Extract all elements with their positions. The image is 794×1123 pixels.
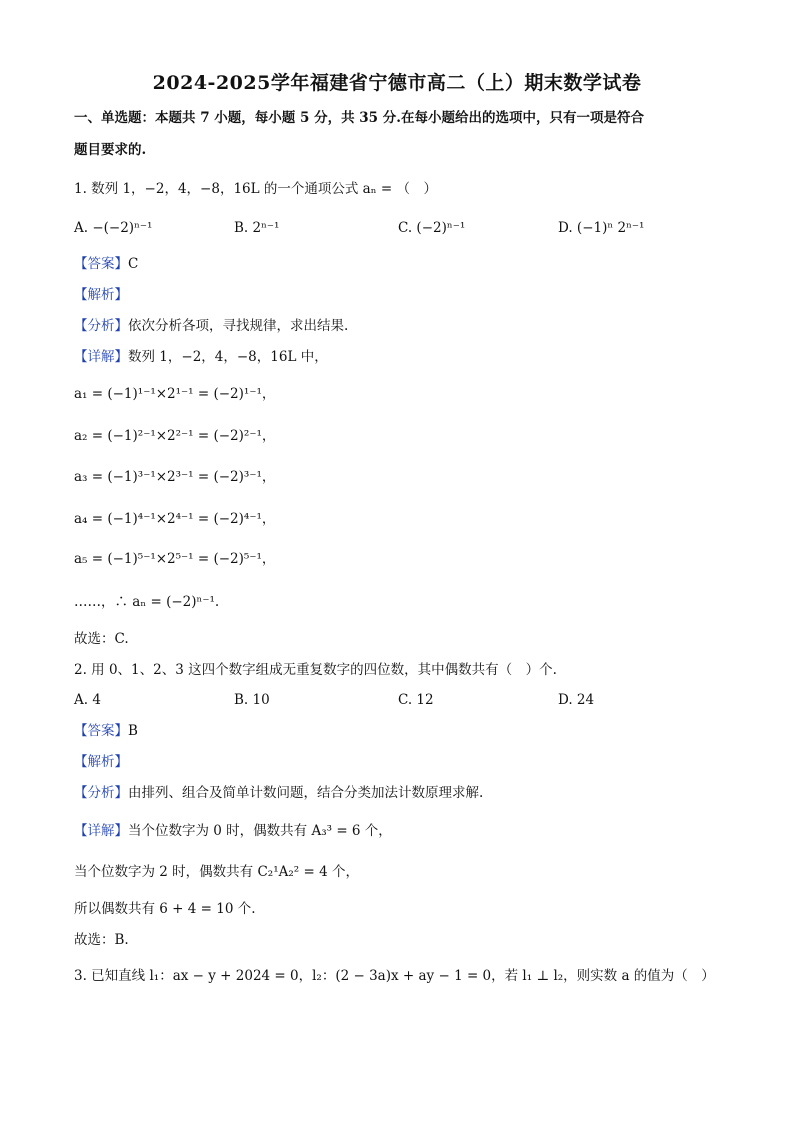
q1-option-b: B. 2ⁿ⁻¹ xyxy=(234,220,280,236)
fenxi-tag: 【分析】 xyxy=(74,785,128,801)
q1-step-2: a₂ = (−1)²⁻¹×2²⁻¹ = (−2)²⁻¹， xyxy=(74,428,276,444)
q2-line3: 所以偶数共有 6 + 4 = 10 个. xyxy=(74,901,256,917)
q1-analysis-tag-line xyxy=(74,285,128,305)
analysis-tag: 【解析】 xyxy=(74,754,128,770)
q2-analysis-tag-line xyxy=(74,752,128,772)
q1-option-d: D. (−1)ⁿ 2ⁿ⁻¹ xyxy=(558,220,645,236)
q1-fenxi-line xyxy=(74,316,348,336)
q2-answer-line xyxy=(74,721,138,741)
q2-option-a: A. 4 xyxy=(74,692,101,708)
q1-answer-line xyxy=(74,254,138,274)
q2-option-c: C. 12 xyxy=(398,692,434,708)
q2-option-d: D. 24 xyxy=(558,692,595,708)
q1-conclusion: ……，∴ aₙ = (−2)ⁿ⁻¹. xyxy=(74,594,220,610)
q2-choose: 故选：B. xyxy=(74,932,129,948)
q2-xiangjie: 当个位数字为 0 时，偶数共有 A₃³ = 6 个， xyxy=(128,823,392,839)
q3-stem: 3. 已知直线 l₁：ax − y + 2024 = 0，l₂：(2 − 3a)x + ay − 1 = 0，若 l₁ ⊥ l₂，则实数 a 的值为（ ） xyxy=(74,968,715,984)
q2-option-b: B. 10 xyxy=(234,692,270,708)
q1-option-a: A. −(−2)ⁿ⁻¹ xyxy=(74,220,153,236)
answer-tag: 【答案】 xyxy=(74,256,128,272)
q2-fenxi-line xyxy=(74,783,483,803)
xiangjie-tag: 【详解】 xyxy=(74,349,128,365)
xiangjie-tag: 【详解】 xyxy=(74,823,128,839)
fenxi-tag: 【分析】 xyxy=(74,318,128,334)
q1-step-3: a₃ = (−1)³⁻¹×2³⁻¹ = (−2)³⁻¹， xyxy=(74,469,276,485)
q2-xiangjie-line xyxy=(74,821,392,841)
analysis-tag: 【解析】 xyxy=(74,287,128,303)
q2-answer: B xyxy=(128,723,138,739)
q1-xiangjie: 数列 1，−2，4，−8，16L 中， xyxy=(128,349,328,365)
answer-tag: 【答案】 xyxy=(74,723,128,739)
q2-stem: 2. 用 0、1、2、3 这四个数字组成无重复数字的四位数，其中偶数共有（ ）个. xyxy=(74,662,557,678)
q1-answer: C xyxy=(128,256,139,272)
page-title: 2024-2025学年福建省宁德市高二（上）期末数学试卷 xyxy=(152,72,642,94)
q1-step-1: a₁ = (−1)¹⁻¹×2¹⁻¹ = (−2)¹⁻¹， xyxy=(74,386,276,402)
section-heading-line1: 一、单选题：本题共 7 小题，每小题 5 分，共 35 分.在每小题给出的选项中，只有一项是符合 xyxy=(74,110,644,126)
q1-step-4: a₄ = (−1)⁴⁻¹×2⁴⁻¹ = (−2)⁴⁻¹， xyxy=(74,511,276,527)
section-heading-line2: 题目要求的. xyxy=(74,142,147,158)
q1-choose: 故选：C. xyxy=(74,631,129,647)
q1-fenxi: 依次分析各项，寻找规律，求出结果. xyxy=(128,318,349,334)
q1-option-c: C. (−2)ⁿ⁻¹ xyxy=(398,220,466,236)
q1-stem: 1. 数列 1，−2，4，−8，16L 的一个通项公式 aₙ = （ ） xyxy=(74,181,437,197)
q1-step-5: a₅ = (−1)⁵⁻¹×2⁵⁻¹ = (−2)⁵⁻¹， xyxy=(74,551,276,567)
q2-line2: 当个位数字为 2 时，偶数共有 C₂¹A₂² = 4 个， xyxy=(74,864,359,880)
q2-fenxi: 由排列、组合及简单计数问题，结合分类加法计数原理求解. xyxy=(128,785,484,801)
q1-xiangjie-line xyxy=(74,347,328,367)
